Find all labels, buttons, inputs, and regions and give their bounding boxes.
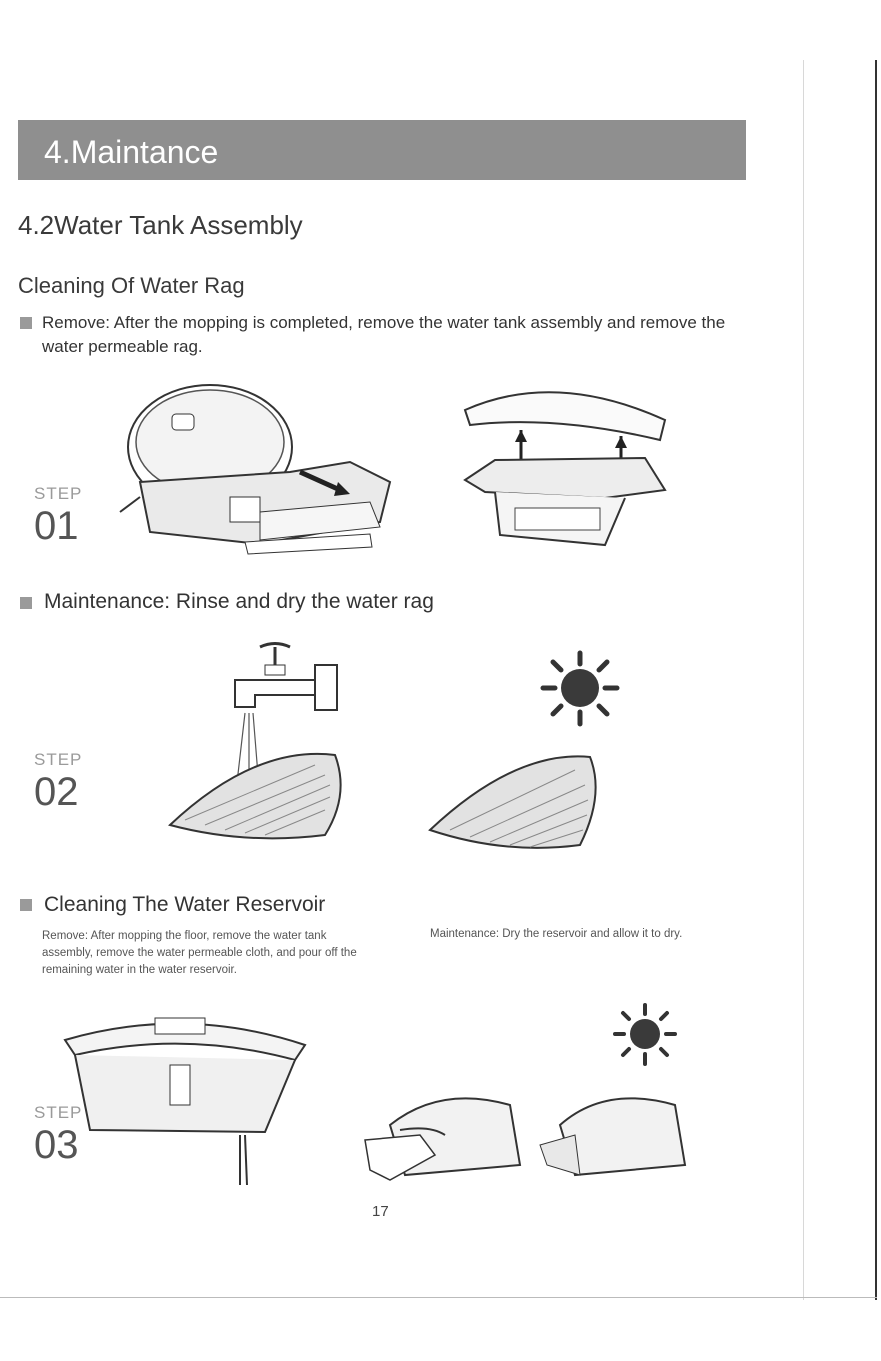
bullet-icon: [20, 597, 32, 609]
chapter-title: 4.Maintance: [44, 134, 219, 170]
step-word: STEP: [34, 750, 83, 769]
drying-rag-illustration: [425, 745, 615, 855]
section-title: 4.2Water Tank Assembly: [18, 210, 303, 240]
page-number: 17: [372, 1203, 389, 1220]
step-02-label: [34, 750, 82, 814]
step-number: 03: [34, 1123, 79, 1167]
wiping-reservoir-illustration: [360, 1085, 530, 1185]
maintenance-heading: Maintenance: Rinse and dry the water rag: [44, 590, 434, 613]
page-edge-border: [875, 60, 877, 1300]
page-bottom-border: [0, 1297, 877, 1298]
subsection-title-rag: Cleaning Of Water Rag: [18, 273, 245, 298]
page-edge-line: [803, 60, 804, 1300]
bullet-icon: [20, 899, 32, 911]
robot-vacuum-illustration: [110, 372, 400, 562]
sun-icon: [610, 1002, 680, 1067]
step-number: 01: [34, 504, 79, 548]
step-number: 02: [34, 770, 79, 814]
reservoir-heading: Cleaning The Water Reservoir: [44, 893, 326, 916]
reservoir-remove-text: Remove: After mopping the floor, remove the water tank assembly, remove the water permeable cloth, and pour off the remaining water in the water reservoir.: [42, 930, 357, 976]
faucet-rinse-illustration: [165, 635, 365, 850]
step-01-label: [34, 484, 82, 548]
remove-rag-text: Remove: After the mopping is completed, remove the water tank assembly and remove the water permeable rag.: [42, 313, 726, 356]
drying-reservoir-illustration: [535, 1085, 695, 1185]
sun-icon: [535, 648, 625, 728]
step-word: STEP: [34, 1103, 83, 1122]
water-tank-illustration: [455, 380, 675, 550]
bullet-icon: [20, 317, 32, 329]
reservoir-pour-illustration: [55, 1010, 315, 1185]
reservoir-dry-text: Maintenance: Dry the reservoir and allow it to dry.: [430, 928, 683, 940]
step-word: STEP: [34, 484, 83, 503]
